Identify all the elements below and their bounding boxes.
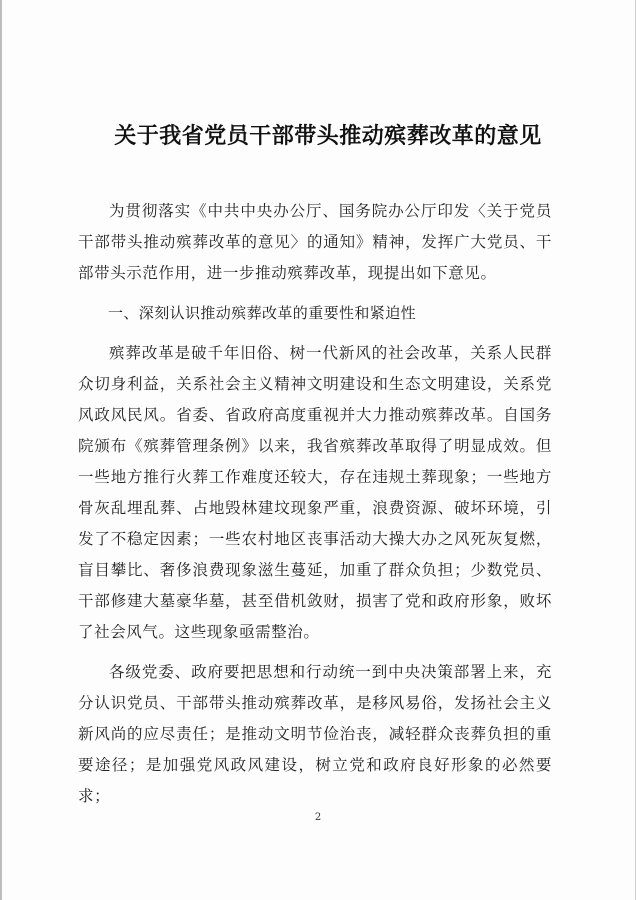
intro-paragraph: 为贯彻落实《中共中央办公厅、国务院办公厅印发〈关于党员干部带头推动殡葬改革的意见〉的通知》精神，发挥广大党员、干部带头示范作用，进一步推动殡葬改革，现提出如下意见。 [78, 202, 552, 282]
document-title: 关于我省党员干部带头推动殡葬改革的意见 [114, 124, 542, 149]
page-number: 2 [314, 812, 322, 823]
page-left-edge [0, 0, 2, 900]
document-body [78, 196, 552, 812]
paragraph-gap [78, 329, 552, 338]
paragraph-gap [78, 289, 552, 298]
section-heading: 一、深刻认识推动殡葬改革的重要性和紧迫性 [108, 304, 417, 322]
body-paragraph-1: 殡葬改革是破千年旧俗、树一代新风的社会改革，关系人民群众切身利益，关系社会主义精神文明建设和生态文明建设，关系党风政风民风。省委、省政府高度重视并大力推动殡葬改革。自国务院颁布《殡葬管理条例》以来，我省殡葬改革取得了明显成效。但一些地方推行火葬工作难度还较大，存在违规土葬现象；一些地方骨灰乱埋乱葬、占地毁林建坟现象严重，浪费资源、破坏环境，引发了不稳定因素；一些农村地区丧事活动大操大办之风死灰复燃，盲目攀比、奢侈浪费现象滋生蔓延，加重了群众负担；少数党员、干部修建大墓豪华墓，甚至借机敛财，损害了党和政府形象，败坏了社会风气。这些现象亟需整治。 [78, 344, 552, 641]
body-paragraph-2: 各级党委、政府要把思想和行动统一到中央决策部署上来，充分认识党员、干部带头推动殡葬改革，是移风易俗，发扬社会主义新风尚的应尽责任；是推动文明节俭治丧，减轻群众丧葬负担的重要途径；是加强党风政风建设，树立党和政府良好形象的必然要求； [78, 663, 552, 805]
paragraph-gap [78, 648, 552, 657]
